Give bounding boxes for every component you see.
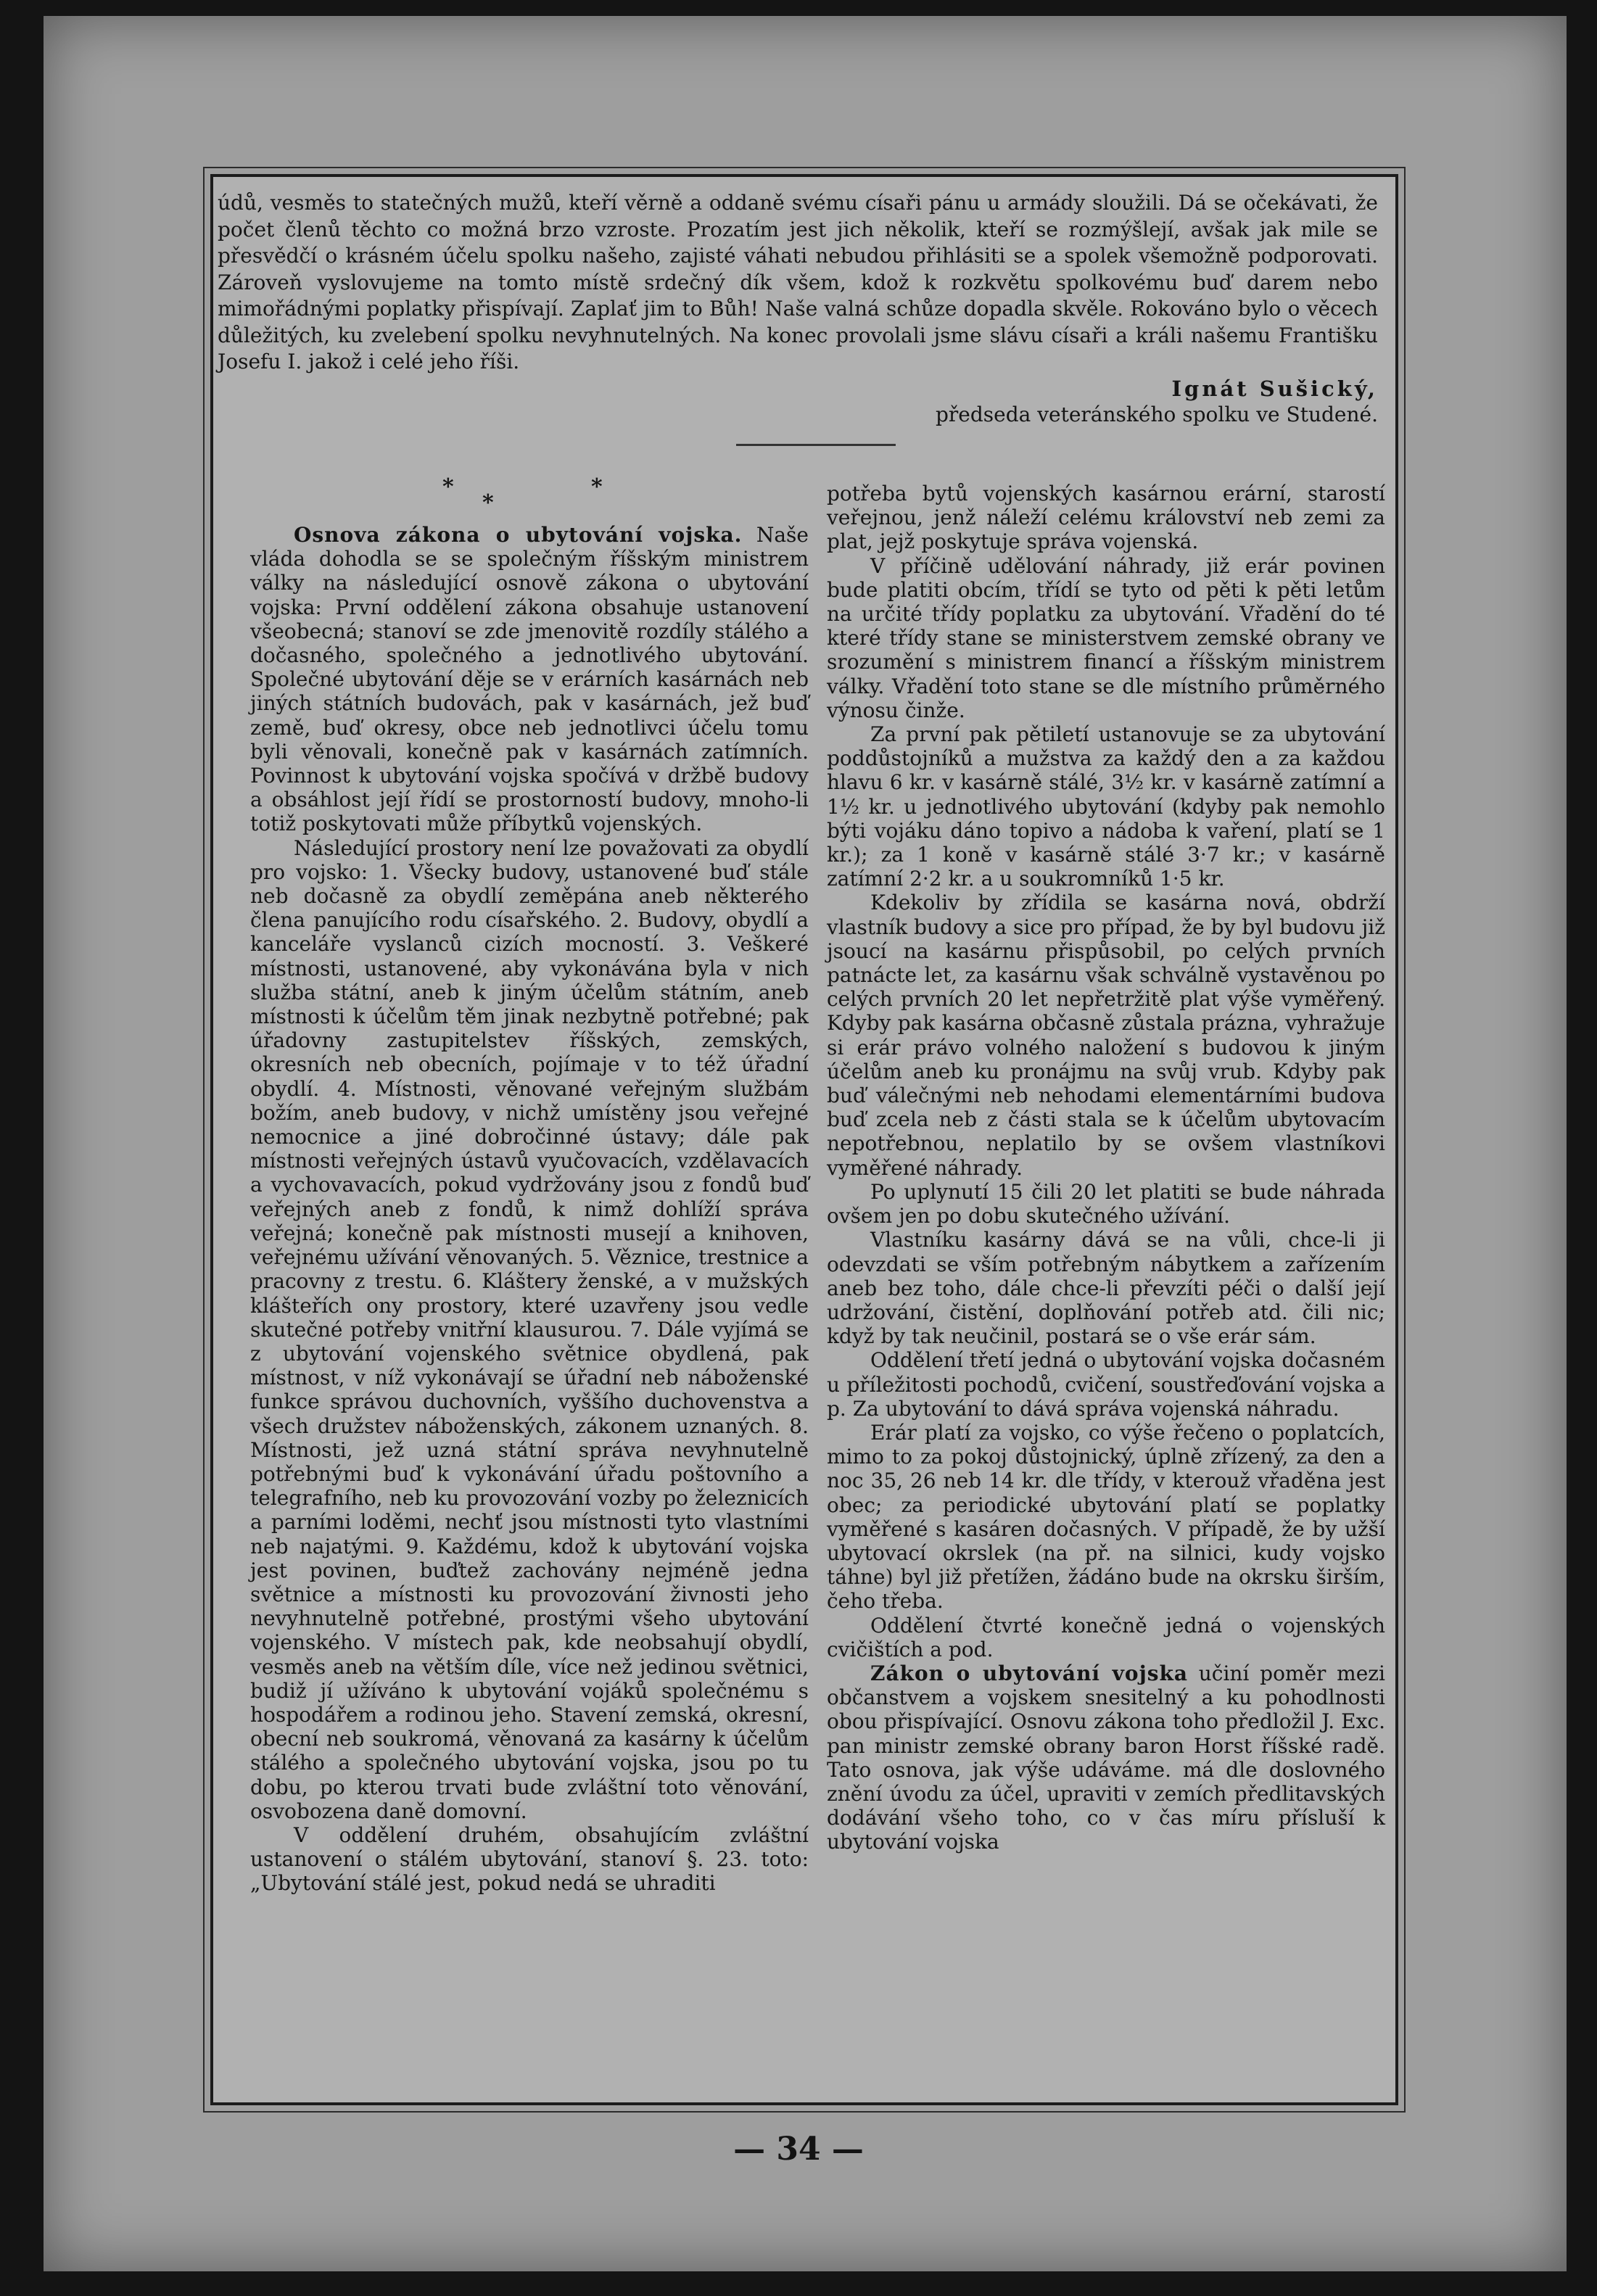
article-paragraph: Kdekoliv by zřídila se kasárna nová, obdrží vlastník budovy a sice pro případ, že by byl budovu již jsoucí na kasárnu přispůsobil, po celých prvních patnácte let, za kasárnu však schválně vystavěnou po celých prvních 20 let nepřetržitě plat výše vyměřený. Kdyby pak kasárna občasně zůstala prázna, vyhražuje si erár právo volného naložení s budovou k jiným účelům aneb ku pronájmu na svůj vrub. Kdyby pak buď válečnými neb nehodami elementárními budova buď zcela neb z části stala se k účelům ubytovacím nepotřebnou, neplatilo by se ovšem vlastníkovi vyměřené náhrady. [827,891,1385,1180]
star-separator [250,475,809,523]
article-paragraph [250,523,809,836]
letter-section [218,190,1378,429]
article-paragraph: Následující prostory není lze považovati za obydlí pro vojsko: 1. Všecky budovy, ustanovené buď stále neb dočasně za obydlí zeměpána aneb některého člena panujícího rodu císařského. 2. Budovy, obydlí a kanceláře vyslanců cizích mocností. 3. Veškeré místnosti, ustanovené, aby vykonávána byla v nich služba státní, aneb k jiným účelům státním, aneb místnosti k účelům těm jinak nezbytně potřebné; pak úřadovny zastupitelstev říšských, zemských, okresních neb obecních, pojímaje v to též úřadní obydlí. 4. Místnosti, věnované veřejným službám božím, aneb budovy, v nichž umístěny jsou veřejné nemocnice a jiné dobročinné ústavy; dále pak místnosti veřejných ústavů vyučovacích, vzdělavacích a vychovavacích, pokud vydržovány jsou z fondů buď veřejných aneb z fondů, k nimž dohlíží správa veřejná; konečně pak místnosti musejí a knihoven, veřejnému užívání věnovaných. 5. Věznice, trestnice a pracovny z trestu. 6. Kláštery ženské, a v mužských klášteřích ony prostory, které uzavřeny jsou vedle skutečné potřeby vnitřní klausurou. 7. Dále vyjímá se z ubytování vojenského světnice obydlená, pak místnost, v níž vykonávají se úřadní neb náboženské funkce správou duchovních, vyššího duchovenstva a všech družstev náboženských, zákonem uznaných. 8. Místnosti, jež uzná státní správa nevyhnutelně potřebnými buď k vykonávání úřadu poštovního a telegrafního, neb ku provozování vozby po železnicích a parními loděmi, nechť jsou místnosti tyto vlastními neb najatými. 9. Každému, kdož k ubytování vojska jest povinen, buďtež zachovány nejméně jedna světnice a místnosti ku provozování živnosti jeho nevyhnutelně potřebné, prostými všeho ubytování vojenského. V místech pak, kde neobsahují obydlí, vesměs aneb na větším díle, více než jedinou světnici, budiž jí užíváno k ubytování vojáků společnému s hospodářem a rodinou jeho. Stavení zemská, okresní, obecní neb soukromá, věnovaná za kasárny k účelům stálého a společného ubytování vojska, jsou po tu dobu, po kterou trvati bude zvláštní toto věnování, osvobozena daně domovní. [250,835,809,1823]
section-divider-rule [736,444,896,446]
closing-heading: Zákon o ubytování vojska [870,1661,1189,1685]
article-text: Naše vláda dohodla se se společným říšským ministrem války na následující osnově zákona o ubytování vojska: První oddělení zákona obsahuje ustanovení všeobecná; stanoví se zde jmenovitě rozdíly stálého a dočasného, společného a jednotlivého ubytování. Společné ubytování děje se v erárních kasárnách neb jiných státních budovách, pak v kasárnách, jež buď země, buď okresy, obce neb jednotlivci účelu tomu byli věnovali, konečně pak v kasárnách zatímních. Povinnost k ubytování vojska spočívá v držbě budovy a obsáhlost její řídí se prostorností budovy, mnoho-li totiž poskytovati může příbytků vojenských. [250,523,809,836]
article-paragraph: V oddělení druhém, obsahujícím zvláštní ustanovení o stálém ubytování, stanoví §. 23. toto: „Ubytování stálé jest, pokud nedá se uhraditi [250,1822,809,1896]
article-paragraph: Po uplynutí 15 čili 20 let platiti se bude náhrada ovšem jen po dobu skutečného užívání. [827,1179,1385,1228]
article-paragraph: Za první pak pětiletí ustanovuje se za ubytování poddůstojníků a mužstva za každý den a za každou hlavu 6 kr. v kasárně stálé, 3½ kr. v kasárně zatímní a 1½ kr. u jednotlivého ubytování (kdyby pak nemohlo býti vojáku dáno topivo a nádoba k vaření, platí se 1 kr.); za 1 koně v kasárně stálé 3·7 kr.; v kasárně zatímní 2·2 kr. a u soukromníků 1·5 kr. [827,722,1385,891]
separator-star: * [482,490,494,516]
closing-text: učiní poměr mezi občanstvem a vojskem snesitelný a ku pohodlnosti obou přispívající. Osnovu zákona toho předložil J. Exc. pan ministr zemské obrany baron Horst říšské radě. Tato osnova, jak výše udáváme. má dle doslovného znění úvodu za účel, upraviti v zemích předlitavských dodávání všeho toho, co v čas míru přísluší k ubytování vojska [827,1661,1385,1854]
article-left-column [250,475,809,1896]
separator-star: * [591,474,603,500]
article-right-column [827,482,1385,1854]
article-paragraph: Oddělení třetí jedná o ubytování vojska dočasném u příležitosti pochodů, cvičení, soustřeďování vojska a p. Za ubytování to dává správa vojenská náhradu. [827,1348,1385,1421]
article-paragraph [827,1661,1385,1854]
article-paragraph: potřeba bytů vojenských kasárnou erární, starostí veřejnou, jenž náleží celému království neb zemi za plat, jejž poskytuje správa vojenská. [827,482,1385,554]
article-paragraph: Erár platí za vojsko, co výše řečeno o poplatcích, mimo to za pokoj důstojnický, úplně zřízený, za den a noc 35, 26 neb 14 kr. dle třídy, v kterouž vřaděna jest obec; za periodické ubytování platí se poplatky vyměřené s kasáren dočasných. V případě, že by užší ubytovací okrslek (na př. na silnici, kudy vojsko táhne) byl již přetížen, žádáno bude na okrsku širším, čeho třeba. [827,1420,1385,1614]
signature-name: Ignát Sušický, [1171,376,1378,401]
letter-paragraph: údů, vesměs to statečných mužů, kteří věrně a oddaně svému císaři pánu u armády sloužili. Dá se očekávati, že počet členů těchto co možná brzo vzroste. Prozatím jest jich několik, kteří se rozmýšlejí, avšak jak mile se přesvědčí o krásném účelu spolku našeho, zajisté váhati nebudou přihlásiti se a spolek všemožně podporovati. Zároveň vyslovujeme na tomto místě srdečný dík všem, kdož k rozkvětu spolkovému buď darem nebo mimořádnými poplatky přispívají. Zaplať jim to Bůh! Naše valná schůze dopadla skvěle. Rokováno bylo o věcech důležitých, ku zvelebení spolku nevyhnutelných. Na konec provolali jsme slávu císaři a králi našemu Františku Josefu I. jakož i celé jeho říši. [218,191,1378,373]
article-paragraph: Vlastníku kasárny dává se na vůli, chce-li ji odevzdati se vším potřebným nábytkem a zařízením aneb bez toho, dále chce-li převzíti péči o další její udržování, čistění, doplňování potřeb atd. čili nic; když by tak neučinil, postará se o vše erár sám. [827,1228,1385,1349]
separator-star: * [442,474,454,500]
article-paragraph: Oddělení čtvrté konečně jedná o vojenských cvičištích a pod. [827,1613,1385,1661]
article-paragraph: V příčině udělování náhrady, již erár povinen bude platiti obcím, třídí se tyto od pěti k pěti letům na určité třídy poplatku za ubytování. Vřadění do té které třídy stane se ministerstvem zemské obrany ve srozumění s ministrem financí a říšským ministrem války. Vřadění toto stane se dle místního průměrného výnosu činže. [827,553,1385,722]
signature-role: předseda veteránského spolku ve Studené. [935,402,1378,426]
article-heading: Osnova zákona o ubytování vojska. [294,523,743,547]
page-number: — 34 — [733,2131,864,2168]
